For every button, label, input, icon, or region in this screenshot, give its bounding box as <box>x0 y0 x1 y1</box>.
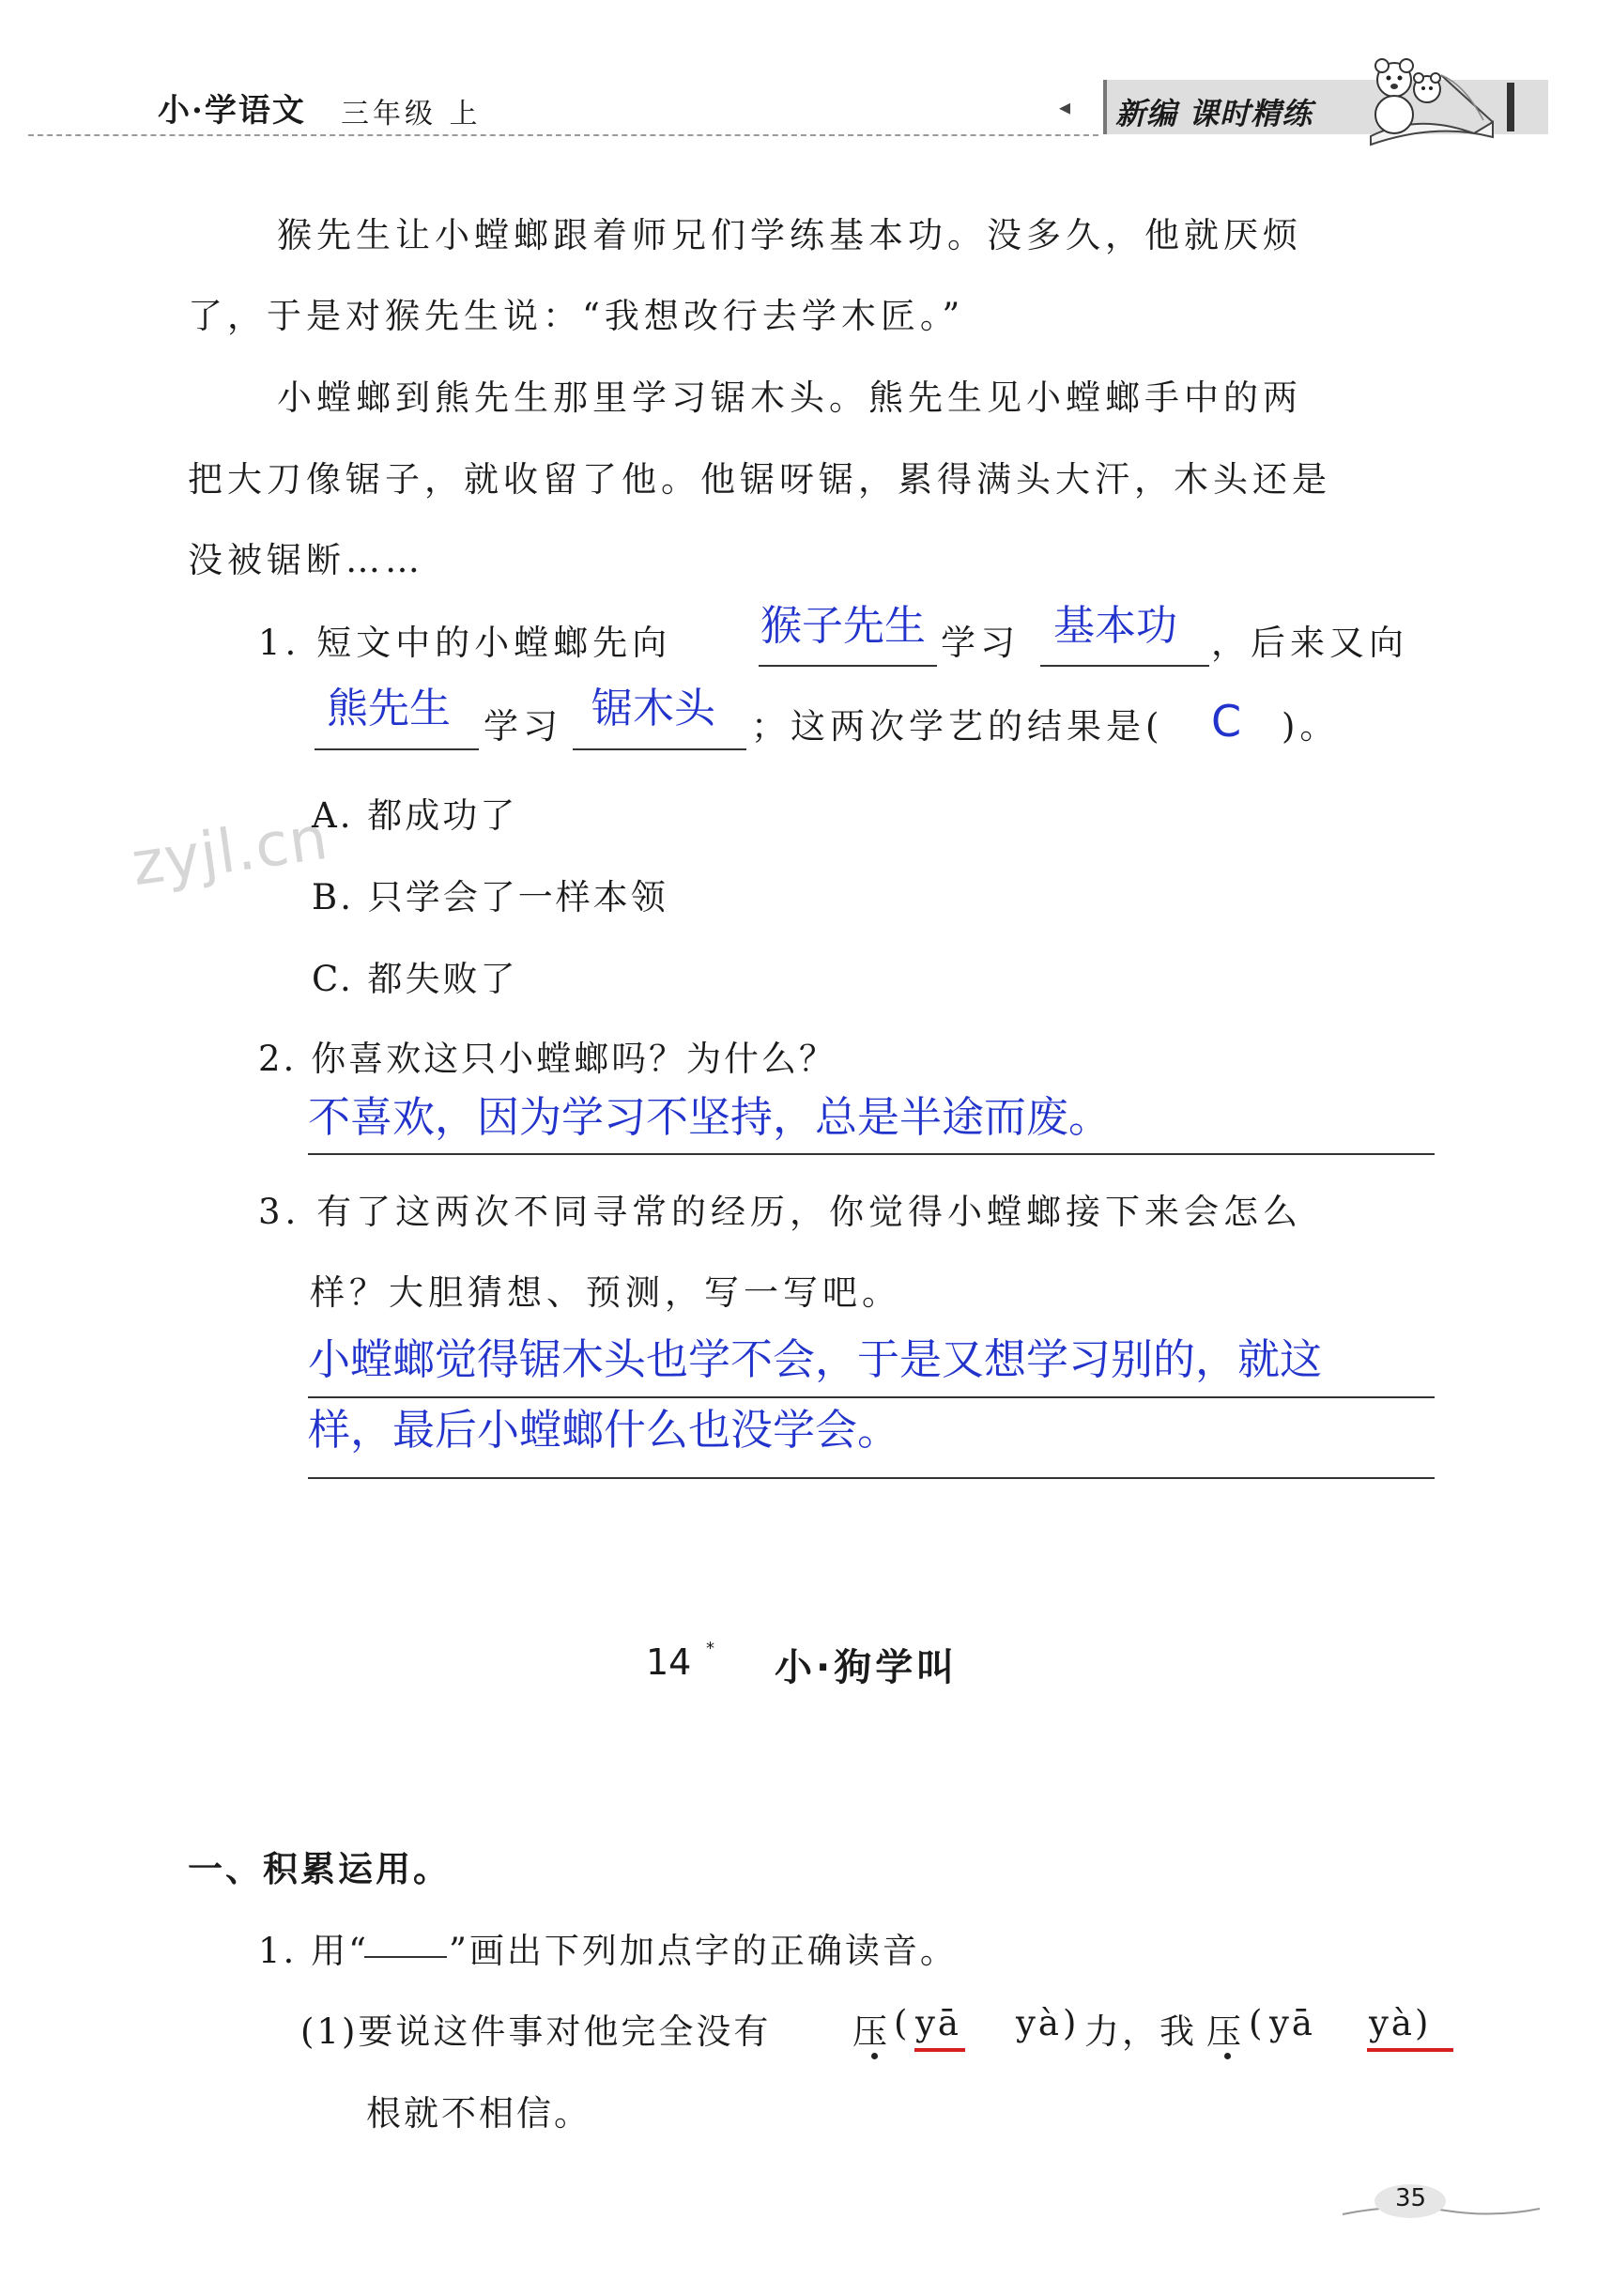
q1-suffix-a: ；这两次学艺的结果是( <box>751 706 1164 747</box>
lesson-title: 小·狗学叫 <box>775 1646 959 1689</box>
s1-item1-char1: 压 <box>852 2011 890 2052</box>
q1-mid2: ，后来又向 <box>1211 623 1408 663</box>
q2-text: 2. 你喜欢这只小螳螂吗？为什么？ <box>258 1039 837 1079</box>
q1-mid1: 学习 <box>941 623 1020 663</box>
emphasis-dot-2 <box>1224 2053 1231 2059</box>
q1-option-c: C. 都失败了 <box>312 959 518 999</box>
q3-answer-line1: 小螳螂觉得锯木头也学不会，于是又想学习别的，就这 <box>308 1334 1323 1384</box>
book-grade: 三年级 上 <box>341 98 482 131</box>
passage-p2-line2: 把大刀像锯子，就收留了他。他锯呀锯，累得满头大汗，木头还是 <box>188 459 1331 500</box>
s1-q1-sample-underline <box>364 1956 447 1958</box>
q1-suffix-b: )。 <box>1282 706 1340 747</box>
answer-underline-2[interactable] <box>1367 2048 1453 2052</box>
section1-heading: 一、积累运用。 <box>188 1848 451 1889</box>
s1-item1-line2: 根就不相信。 <box>366 2093 591 2134</box>
q1-blank-3[interactable] <box>315 748 479 750</box>
q1-option-b: B. 只学会了一样本领 <box>312 877 668 917</box>
s1-item1-p1-open: ( <box>894 2003 911 2043</box>
bear-with-book-icon <box>1352 47 1502 150</box>
q1-option-a: A. 都成功了 <box>312 795 518 836</box>
q1-mid3: 学习 <box>484 706 562 747</box>
q3-line1: 3. 有了这两次不同寻常的经历，你觉得小螳螂接下来会怎么 <box>258 1192 1303 1232</box>
q1-answer-1: 猴子先生 <box>760 602 926 650</box>
series-title: 新编 课时精练 <box>1115 96 1313 131</box>
header-divider <box>28 134 1098 136</box>
header-arrow-icon: ◂ <box>1059 94 1071 120</box>
q1-blank-1[interactable] <box>759 665 937 667</box>
lesson-number: 14 <box>646 1641 692 1683</box>
s1-item1-p2-b: yà) <box>1369 2003 1432 2043</box>
s1-item1-lead: (1)要说这件事对他完全没有 <box>300 2011 772 2052</box>
s1-q1-b: ”画出下列加点字的正确读音。 <box>449 1931 958 1971</box>
page-number: 35 <box>1395 2184 1427 2212</box>
s1-item1-char2: 压 <box>1206 2011 1244 2052</box>
emphasis-dot-1 <box>871 2053 878 2059</box>
q3-answer-rule-2[interactable] <box>308 1477 1435 1479</box>
watermark: zyjl.cn <box>127 803 333 901</box>
q2-answer-line[interactable] <box>308 1153 1435 1155</box>
q2-answer: 不喜欢，因为学习不坚持，总是半途而废。 <box>308 1092 1112 1142</box>
s1-item1-p1-b: yà <box>1016 2003 1062 2043</box>
q1-answer-3: 熊先生 <box>327 685 451 732</box>
passage-p1-line1: 猴先生让小螳螂跟着师兄们学练基本功。没多久，他就厌烦 <box>277 215 1302 255</box>
s1-item1-p2-open: ( <box>1249 2003 1266 2043</box>
header-end-bar <box>1507 83 1514 131</box>
s1-item1-mid: 力，我 <box>1084 2011 1197 2052</box>
q1-answer-2: 基本功 <box>1053 602 1177 650</box>
passage-p2-line1: 小螳螂到熊先生那里学习锯木头。熊先生见小螳螂手中的两 <box>277 378 1302 418</box>
q1-blank-2[interactable] <box>1040 665 1209 667</box>
passage-p1-line2: 了，于是对猴先生说：“我想改行去学木匠。” <box>188 296 965 336</box>
q1-blank-4[interactable] <box>573 748 746 750</box>
lesson-star-mark: * <box>706 1639 714 1658</box>
s1-item1-p1-a: yā <box>915 2003 961 2043</box>
passage-p2-line3: 没被锯断…… <box>188 540 424 580</box>
answer-underline-1[interactable] <box>914 2048 965 2052</box>
page-corner-decoration <box>1333 2177 1549 2224</box>
q1-answer-choice: C <box>1211 696 1242 747</box>
s1-q1-a: 1. 用“ <box>258 1931 369 1971</box>
q1-prefix: 1. 短文中的小螳螂先向 <box>258 623 672 663</box>
q3-line2: 样？大胆猜想、预测，写一写吧。 <box>310 1272 901 1313</box>
book-subject: 小·学语文 <box>158 92 306 130</box>
q1-answer-4: 锯木头 <box>591 685 715 732</box>
q3-answer-rule-1[interactable] <box>308 1396 1435 1398</box>
s1-item1-p2-a: yā <box>1269 2003 1315 2043</box>
q3-answer-line2: 样，最后小螳螂什么也没学会。 <box>308 1405 900 1455</box>
s1-item1-p1-close: ) <box>1063 2003 1080 2043</box>
